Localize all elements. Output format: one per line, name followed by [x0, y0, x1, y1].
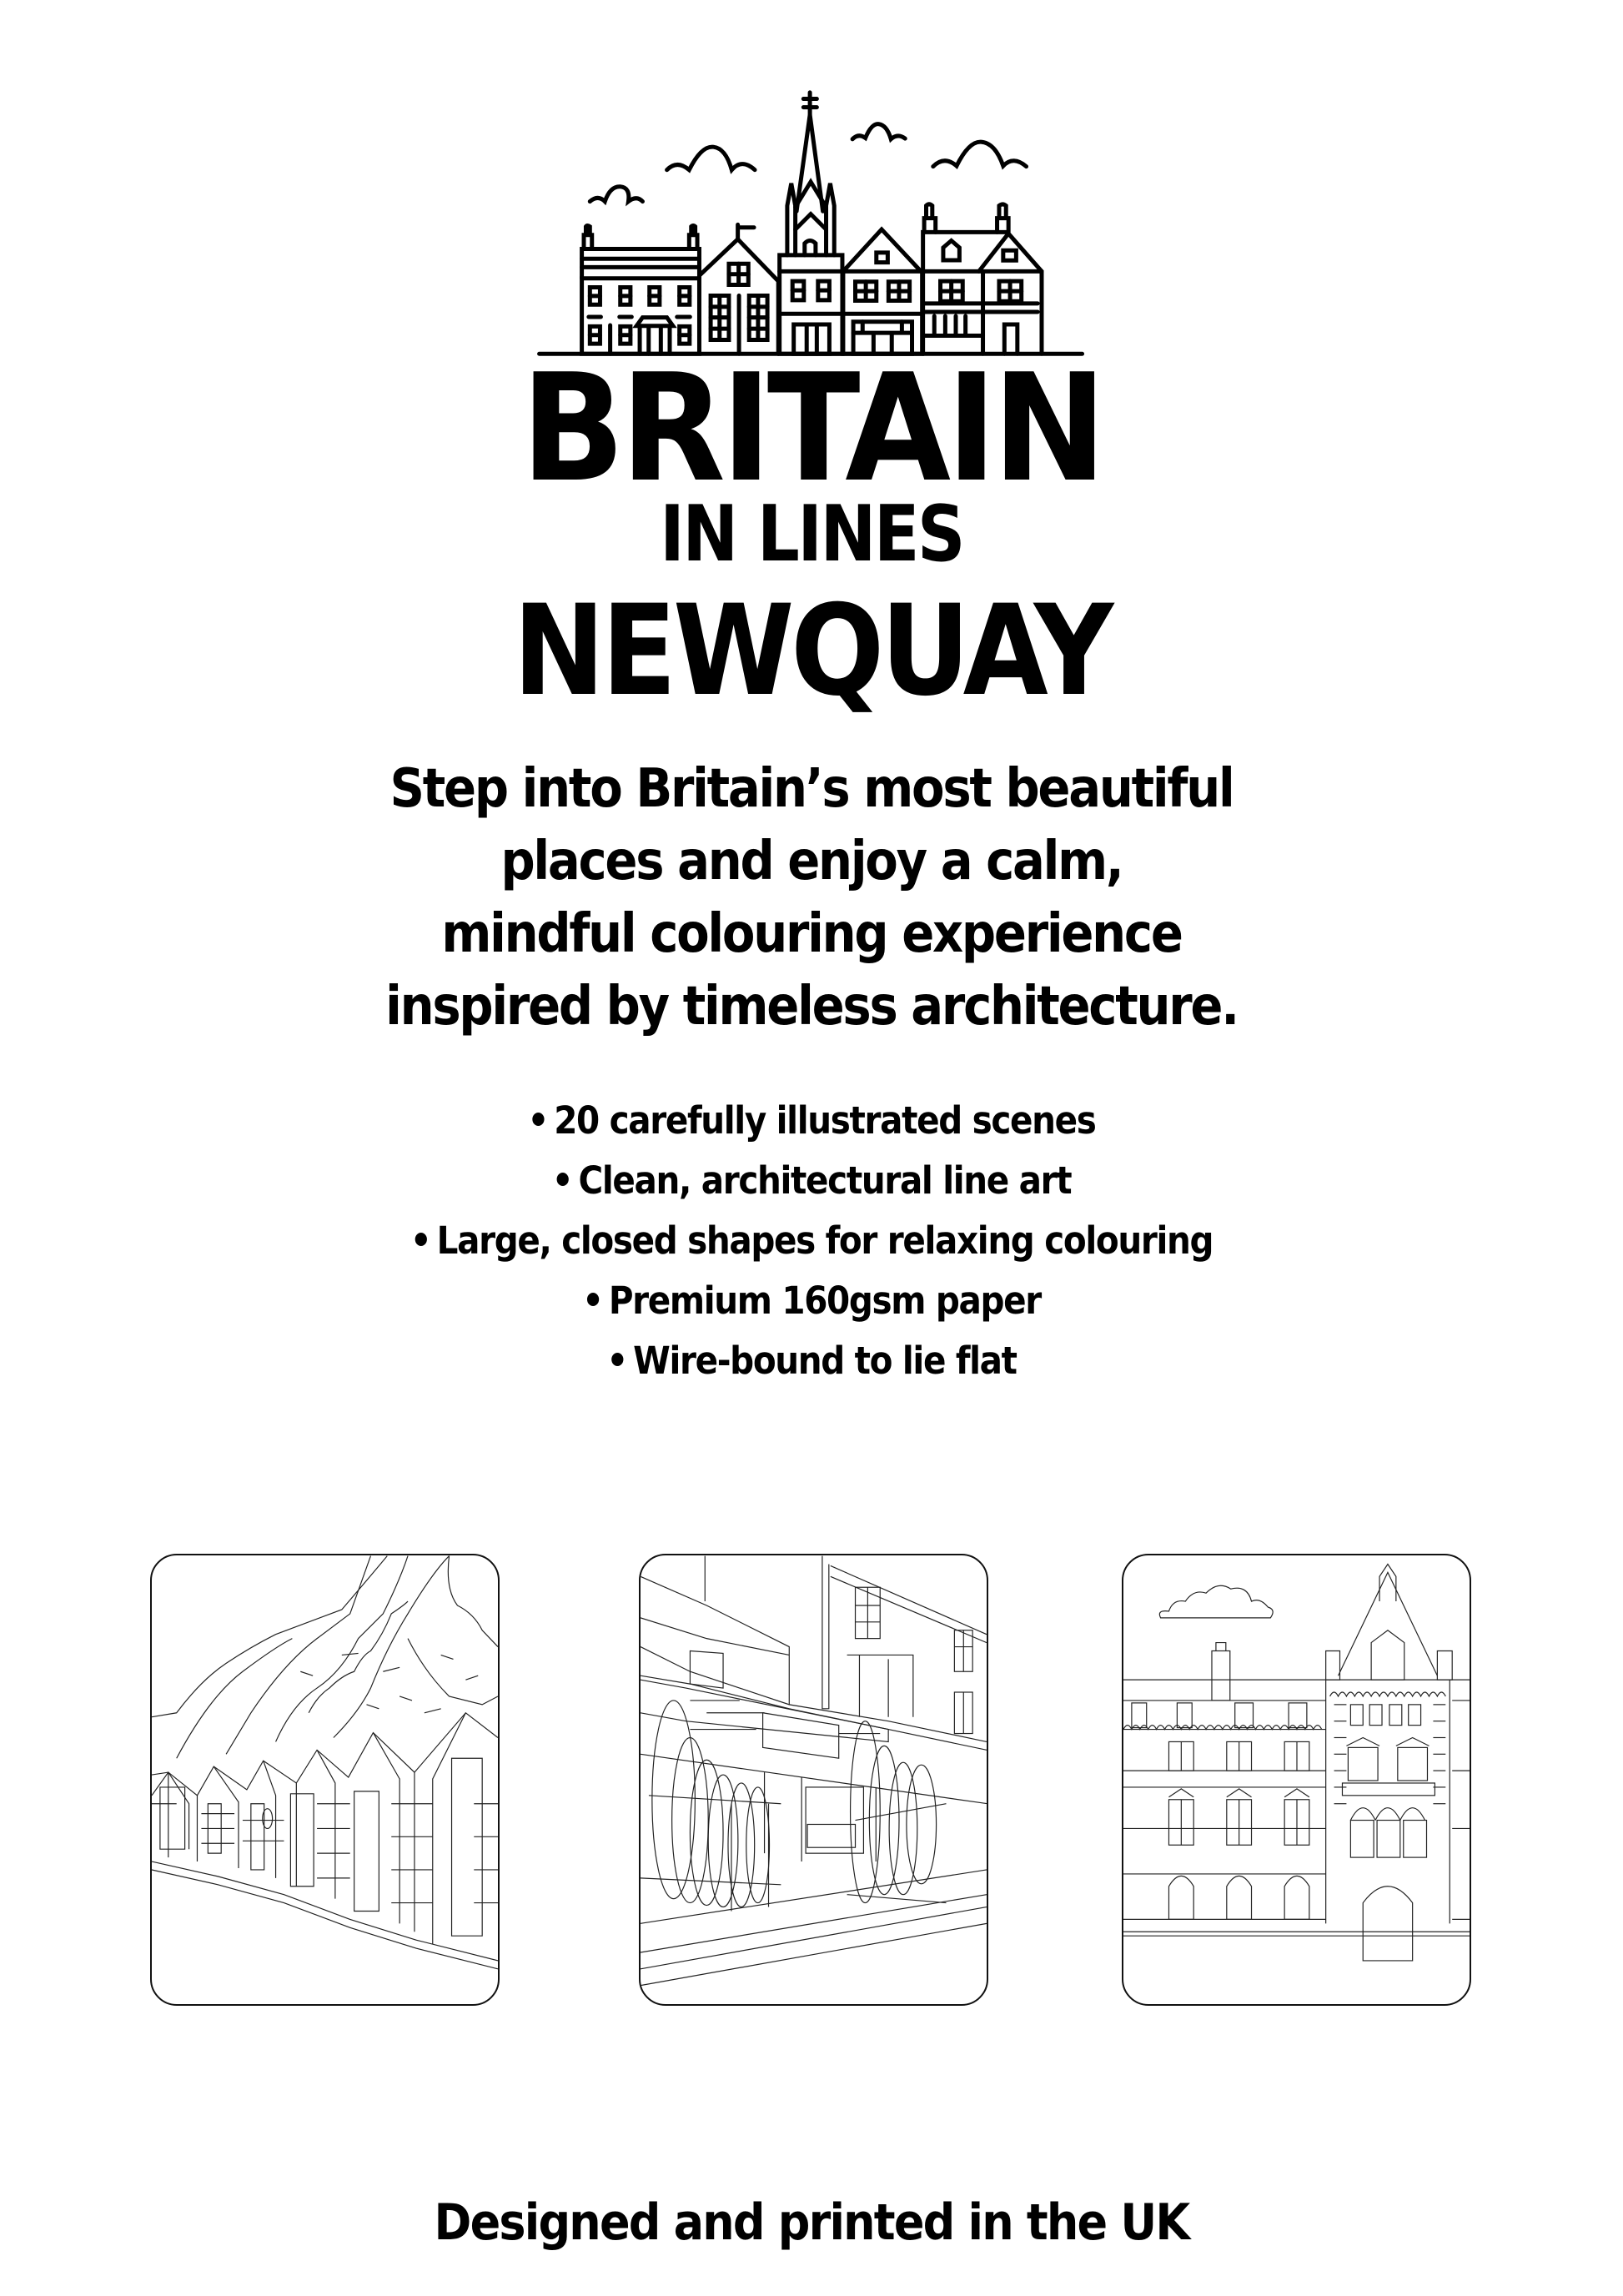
bullet-icon: • — [551, 1158, 573, 1203]
feature-item — [81, 1151, 1541, 1211]
feature-text: Wire-bound to lie flat — [633, 1339, 1017, 1383]
feature-item — [81, 1271, 1541, 1331]
feature-text: 20 carefully illustrated scenes — [554, 1098, 1096, 1143]
surf-shop-illustration — [641, 1555, 987, 2004]
bullet-icon: • — [582, 1279, 603, 1323]
description — [0, 753, 1623, 1043]
beach-huts-illustration — [152, 1555, 498, 2004]
place-title: NEWQUAY — [513, 579, 1110, 724]
brand-subtitle: IN LINES — [660, 489, 963, 579]
bullet-icon: • — [527, 1098, 549, 1143]
feature-item — [81, 1331, 1541, 1391]
bullet-icon: • — [606, 1339, 627, 1383]
footer-note: Designed and printed in the UK — [434, 2193, 1189, 2252]
preview-surf-shop-street — [639, 1554, 988, 2006]
feature-text: Clean, architectural line art — [578, 1158, 1072, 1203]
description-line: Step into Britain’s most beautiful — [389, 758, 1234, 820]
brand-title: BRITAIN — [520, 342, 1103, 515]
description-line: places and enjoy a calm, — [500, 831, 1123, 892]
feature-list — [0, 1091, 1623, 1391]
feature-text: Large, closed shapes for relaxing colouring — [436, 1218, 1213, 1263]
bullet-icon: • — [410, 1218, 431, 1263]
victorian-hotel-illustration — [1123, 1555, 1470, 2004]
town-skyline-icon — [499, 66, 1127, 368]
feature-text: Premium 160gsm paper — [608, 1279, 1041, 1323]
preview-victorian-hotel — [1122, 1554, 1471, 2006]
description-line: mindful colouring experience — [441, 903, 1182, 965]
description-line: inspired by timeless architecture. — [385, 976, 1238, 1037]
feature-item — [81, 1091, 1541, 1151]
feature-item — [81, 1211, 1541, 1271]
preview-beach-huts — [150, 1554, 500, 2006]
